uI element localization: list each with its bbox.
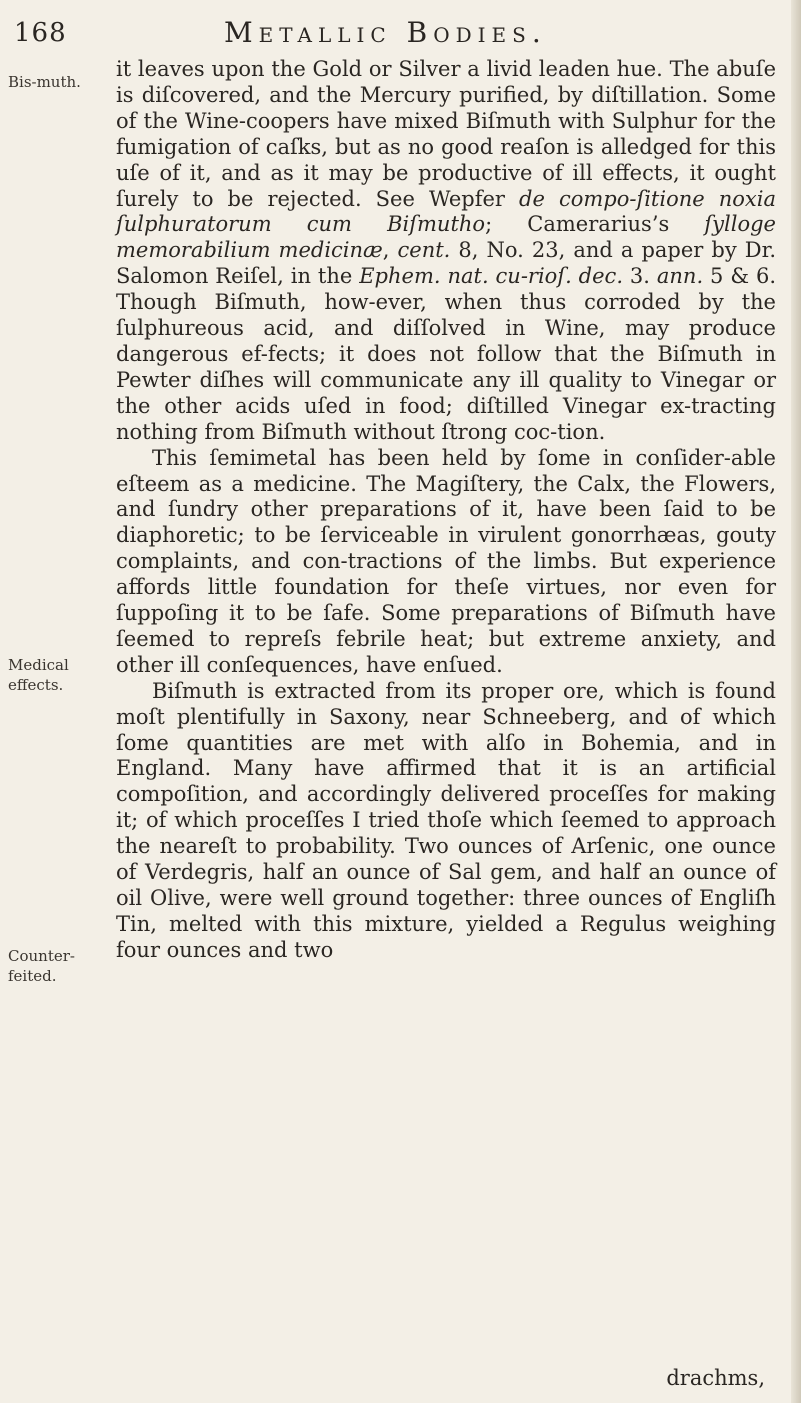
running-head: Metallic Bodies. — [224, 16, 547, 49]
main-text — [116, 57, 776, 964]
page-number: 168 — [14, 18, 67, 48]
paragraph-medical-effects: This ſemimetal has been held by ſome in conſider-able eſteem as a medicine. The Magiſtery, the Calx, the Flowers, and ſundry other preparations of it, have been ſaid to be diaphoretic; to be ſerviceable in virulent gonorrhæas, gouty complaints, and con-tractions of the limbs. But experience affords little foundation for theſe virtues, nor even for ſuppoſing it to be ſafe. Some preparations of Biſmuth have ſeemed to repreſs febrile heat; but extreme anxiety, and other ill conſequences, have enſued. — [116, 445, 776, 677]
margin-note-bismuth: Bis-muth. — [8, 73, 81, 91]
paragraph-counterfeited: Biſmuth is extracted from its proper ore, which is found moſt plentifully in Saxony, near Schneeberg, and of which ſome quantities are met with alſo in Bohemia, and in England. Many have affirmed that it is an artificial compoſition, and accordingly delivered proceſſes for making it; of which proceſſes I tried thoſe which ſeemed to approach the neareſt to probability. Two ounces of Arſenic, one ounce of Verdegris, half an ounce of Sal gem, and half an ounce of oil Olive, were well ground together: three ounces of Engliſh Tin, melted with this mixture, yielded a Regulus weighing four ounces and two — [116, 678, 776, 962]
paragraph-fumigation: it leaves upon the Gold or Silver a livid leaden hue. The abuſe is diſcovered, and the Mercury purified, by diſtillation. Some of the Wine-coopers have mixed Biſmuth with Sulphur for the fumigation of caſks, but as no good reaſon is alledged for this uſe of it, and as it may be productive of ill effects, it ought ſurely to be rejected. See Wepfer de compo-ſitione noxia ſulphuratorum cum Biſmutho; Camerarius’s ſylloge memorabilium medicinæ, cent. 8, No. 23, and a paper by Dr. Salomon Reiſel, in the Ephem. nat. cu-rioſ. dec. 3. ann. 5 & 6. Though Biſmuth, how-ever, when thus corroded by the ſulphureous acid, and diſſolved in Wine, may produce dangerous ef-fects; it does not follow that the Biſmuth in Pewter diſhes will communicate any ill quality to Vinegar or the other acids uſed in food; diſtilled Vinegar ex-tracting nothing from Biſmuth without ſtrong coc-tion. — [116, 57, 776, 444]
margin-note-medical-effects: Medical effects. — [8, 656, 69, 694]
catchword: drachms, — [666, 1366, 765, 1390]
margin-note-counterfeited: Counter-feited. — [8, 947, 75, 985]
page-edge — [791, 0, 801, 1403]
